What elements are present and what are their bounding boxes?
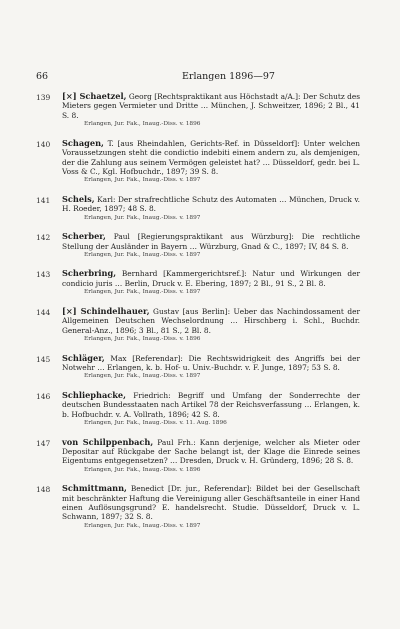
entry-note: Erlangen, Jur. Fak., Inaug.-Diss. v. 1897 [84,289,201,296]
entry-citation [62,438,360,466]
entry-author: Schläger, [62,352,105,363]
bibliography-entry [0,391,400,427]
bibliography-entry [0,307,400,343]
entry-text: Bernhard [Kammergerichtsref.]: Natur und Wirkungen der condicio juris … Berlin, Druck v. E. Ebering, 1897; 2 Bl., 91 S., 2 Bl. 8. [62,269,360,288]
page-number: 66 [36,71,49,82]
entry-text: Max [Referendar]: Die Rechtswidrigkeit des Angriffs bei der Notwehr … Erlangen, k. b. Hof- u. Univ.-Buchdr. v. F. Junge, 1897; 53 S. 8. [62,353,360,372]
bibliography-entry [0,269,400,296]
bibliography-entry [0,139,400,185]
running-title: Erlangen 1896—97 [182,71,275,82]
entry-number: 143 [36,270,51,280]
entry-list [0,92,400,540]
bibliography-entry [0,438,400,474]
bibliography-entry [0,92,400,128]
entry-citation [62,354,360,373]
page-header [36,71,366,85]
entry-number: 147 [36,438,51,448]
entry-author: Schmittmann, [62,483,127,494]
entry-text: Georg [Rechtspraktikant aus Höchstadt a/A.]: Der Schutz des Mieters gegen Vermieter und Dritte … München, J. Schweitzer, 1896; 2 Bl., 41 S. 8. [62,92,360,120]
entry-text: T. [aus Rheindahlen, Gerichts-Ref. in Düsseldorf]: Unter welchen Voraussetzungen steht die condictio indebiti einem andern zu, als demjenigen, der die Zahlung aus seinem Vermögen geleistet hat? … Düsseldorf, gedr. bei L. Voss & C., Kgl. Hofbuchdr., 1897; 39 S. 8. [62,138,360,176]
bibliography-entry [0,484,400,530]
entry-note: Erlangen, Jur. Fak., Inaug.-Diss. v. 1896 [84,466,201,473]
entry-author: Scherber, [62,231,106,242]
entry-citation [62,92,360,120]
entry-citation [62,484,360,522]
entry-text: Benedict [Dr. jur., Referendar]: Bildet bei der Gesellschaft mit beschränkter Haftung die Vereinigung aller Geschäftsanteile in einer Hand einen Auflösungsgrund? E. handelsrecht. Studie. Düsseldorf, Druck v. L. Schwann, 1897; 32 S. 8. [62,484,360,522]
entry-number: 145 [36,354,51,364]
entry-citation [62,195,360,214]
entry-text: Gustav [aus Berlin]: Ueber das Nachindossament der Allgemeinen Deutschen Wechselordnung … Hirschberg i. Schl., Buchdr. General-Anz., 1896; 3 Bl., 81 S., 2 Bl. 8. [62,306,360,335]
entry-note: Erlangen, Jur. Fak., Inaug.-Diss. v. 1897 [84,522,201,529]
entry-citation [62,391,360,419]
entry-author: Scherbring, [62,268,117,279]
entry-note: Erlangen, Jur. Fak., Inaug.-Diss. v. 1896 [84,121,201,128]
entry-author: [⨯] Schindelhauer, [62,305,150,316]
bibliography-entry [0,195,400,222]
entry-author: Schagen, [62,137,104,148]
entry-note: Erlangen, Jur. Fak., Inaug.-Diss. v. 1897 [84,177,201,184]
entry-number: 144 [36,307,51,317]
bibliography-entry [0,232,400,259]
entry-number: 142 [36,233,51,243]
entry-text: Karl: Der strafrechtliche Schutz des Automaten … München, Druck v. H. Roeder, 1897; 48 S. 8. [62,194,360,214]
entry-citation [62,307,360,335]
entry-number: 140 [36,139,51,149]
entry-note: Erlangen, Jur. Fak., Inaug.-Diss. v. 1897 [84,373,201,380]
entry-citation [62,232,360,251]
entry-note: Erlangen, Jur. Fak., Inaug.-Diss. v. 11. Aug. 1896 [84,420,227,427]
entry-author: von Schilppenbach, [62,436,154,447]
entry-author: [⨯] Schaetzel, [62,91,127,101]
entry-author: Schliephacke, [62,389,126,400]
entry-text: Friedrich: Begriff und Umfang der Sonderrechte der deutschen Bundesstaaten nach Artikel 78 der Reichsverfassung … Erlangen, k. b. Hofbuchdr. v. A. Vollrath, 1896; 42 S. 8. [62,390,360,419]
entry-number: 146 [36,391,51,401]
entry-note: Erlangen, Jur. Fak., Inaug.-Diss. v. 1897 [84,251,201,258]
entry-note: Erlangen, Jur. Fak., Inaug.-Diss. v. 1896 [84,336,201,342]
entry-author: Schels, [62,193,95,204]
bibliography-entry [0,354,400,381]
entry-number: 148 [36,485,51,495]
entry-note: Erlangen, Jur. Fak., Inaug.-Diss. v. 1897 [84,214,201,221]
entry-number: 141 [36,195,51,205]
entry-text: Paul [Regierungspraktikant aus Würzburg]: Die rechtliche Stellung der Ausländer in Bayern … Würzburg, Gnad & C., 1897; IV, 84 S. 8. [62,232,360,251]
entry-citation [62,269,360,288]
entry-number: 139 [36,93,51,102]
entry-text: Paul Frh.: Kann derjenige, welcher als Mieter oder Depositar auf Rückgabe der Sache belangt ist, der Klage die Einrede seines Eigentums entgegensetzen? … Dresden, Druck v. H. Gründerg, 1896; 28 S. 8. [62,437,360,466]
entry-citation [62,139,360,177]
